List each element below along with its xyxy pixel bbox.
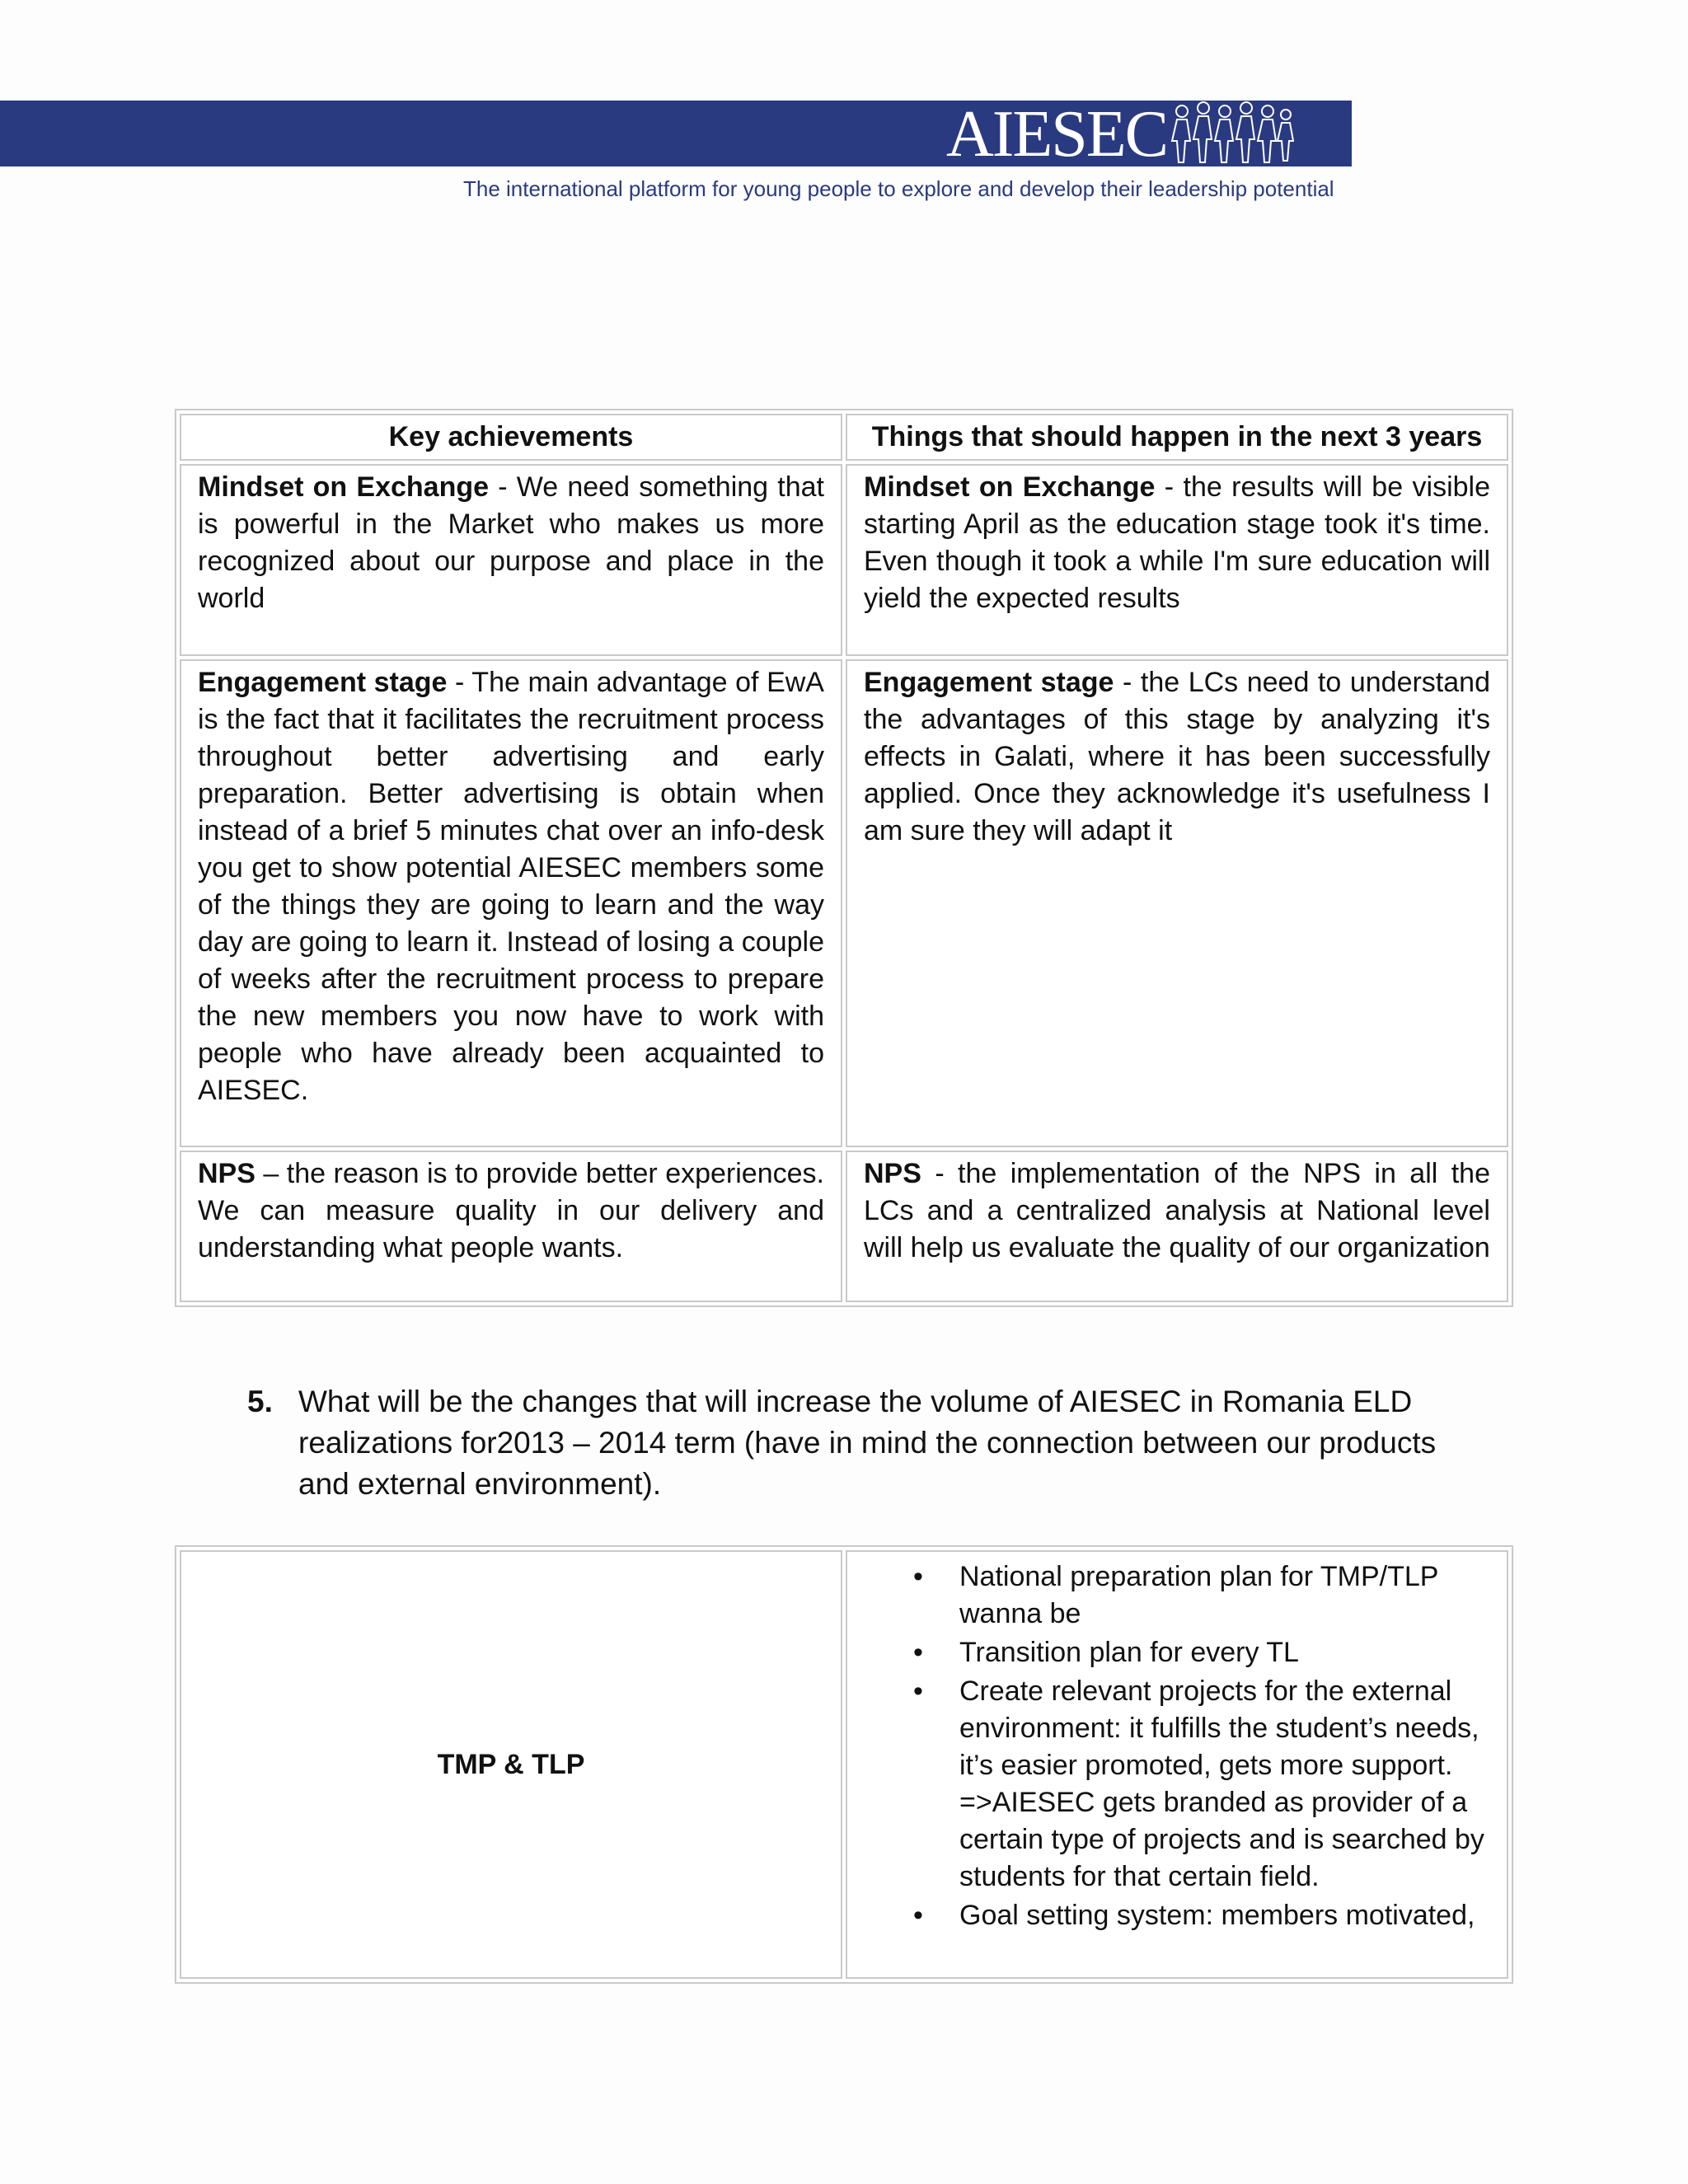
question-5 — [247, 1381, 1467, 1505]
logo-text: AIESEC — [946, 98, 1167, 171]
cell-heading: Engagement stage — [864, 667, 1114, 698]
question-text: What will be the changes that will increase the volume of AIESEC in Romania ELD realizations for2013 – 2014 term (have in mind the connection between our products and external environment). — [298, 1385, 1437, 1501]
list-item — [847, 1558, 1490, 1633]
table-cell — [180, 659, 842, 1147]
changes-table — [175, 1545, 1513, 1984]
list-item-text: National preparation plan for TMP/TLP wanna be — [959, 1561, 1438, 1629]
table-cell — [846, 1550, 1508, 1979]
bullet-icon: • — [913, 1900, 923, 1931]
cell-text: - the results will be visible starting April as the education stage took it's time. Even though it took a while I'm sure education will yield the expected results — [864, 471, 1490, 614]
question-number: 5. — [247, 1385, 273, 1418]
row-label: TMP & TLP — [180, 1550, 842, 1979]
list-item — [847, 1634, 1490, 1671]
cell-text: – the reason is to provide better experiences. We can measure quality in our delivery and understanding what people wants. — [198, 1158, 824, 1263]
table-row — [180, 1151, 1508, 1302]
cell-heading: Mindset on Exchange — [864, 471, 1156, 503]
list-item — [847, 1897, 1490, 1934]
bullet-list — [847, 1558, 1490, 1934]
table-cell — [846, 464, 1508, 656]
aiesec-logo — [946, 97, 1294, 171]
list-item-text: Goal setting system: members motivated, — [959, 1900, 1475, 1931]
column-header-key-achievements: Key achievements — [180, 414, 842, 461]
people-figures-icon — [1170, 100, 1294, 169]
tagline: The international platform for young people to explore and develop their leadership potential — [463, 176, 1334, 201]
cell-heading: NPS — [864, 1158, 921, 1189]
bullet-icon: • — [913, 1561, 923, 1592]
table-cell — [180, 1151, 842, 1302]
list-item-text: Create relevant projects for the external environment: it fulfills the student’s needs, it’s easier promoted, gets more support. =>AIESEC gets branded as provider of a certain type of projects and is searched by students for that certain field. — [959, 1675, 1484, 1892]
cell-text: - the LCs need to understand the advantages of this stage by analyzing it's effects in Galati, where it has been successfully applied. Once they acknowledge it's usefulness I am sure they will adapt it — [864, 667, 1490, 846]
cell-heading: Engagement stage — [198, 667, 448, 698]
cell-text: - the implementation of the NPS in all the LCs and a centralized analysis at National level will help us evaluate the quality of our organization — [864, 1158, 1490, 1263]
table-cell — [180, 464, 842, 656]
table-cell — [846, 659, 1508, 1147]
table-row — [180, 659, 1508, 1147]
cell-text: - The main advantage of EwA is the fact that it facilitates the recruitment process throughout better advertising and early preparation. Better advertising is obtain when instead of a brief 5 minutes chat over an info-desk you get to show potential AIESEC members some of the things they are going to learn and the way day are going to learn it. Instead of losing a couple of weeks after the recruitment process to prepare the new members you now have to work with people who have already been acquainted to AIESEC. — [198, 667, 824, 1106]
list-item — [847, 1673, 1490, 1896]
bullet-icon: • — [913, 1675, 923, 1707]
table-row — [180, 1550, 1508, 1979]
cell-text: - We need something that is powerful in the Market who makes us more recognized about our purpose and place in the world — [198, 471, 825, 614]
cell-heading: NPS — [198, 1158, 256, 1189]
bullet-icon: • — [913, 1637, 923, 1668]
achievements-table — [175, 409, 1513, 1307]
cell-heading: Mindset on Exchange — [198, 471, 490, 503]
list-item-text: Transition plan for every TL — [959, 1637, 1299, 1668]
table-cell — [846, 1151, 1508, 1302]
column-header-next-3-years: Things that should happen in the next 3 years — [846, 414, 1508, 461]
table-row — [180, 464, 1508, 656]
